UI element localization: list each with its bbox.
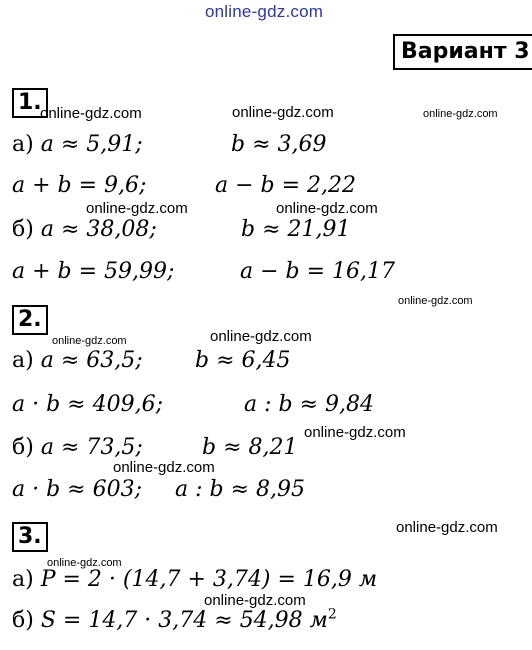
part-label: б) — [12, 435, 34, 460]
superscript: 2 — [327, 606, 337, 623]
formula: a − b = 2,22 — [215, 173, 357, 198]
watermark: online-gdz.com — [276, 200, 378, 217]
part-label: б) — [12, 217, 34, 242]
formula: a ≈ 5,91; — [40, 132, 143, 157]
formula: b ≈ 8,21 — [202, 435, 298, 460]
watermark: online-gdz.com — [113, 459, 215, 476]
watermark: online-gdz.com — [210, 328, 312, 345]
watermark: online-gdz.com — [52, 335, 127, 347]
watermark-top: online-gdz.com — [205, 2, 324, 21]
formula: P = 2 · (14,7 + 3,74) = 16,9 м — [40, 567, 378, 592]
part-label: а) — [12, 348, 34, 373]
part-label: а) — [12, 567, 34, 592]
watermark: online-gdz.com — [398, 295, 473, 307]
task1-a-line1 — [12, 131, 143, 159]
watermark: online-gdz.com — [232, 104, 334, 121]
formula: a : b ≈ 9,84 — [244, 392, 375, 417]
watermark: online-gdz.com — [40, 105, 142, 122]
watermark: online-gdz.com — [47, 557, 122, 569]
task-number-3: 3. — [12, 522, 48, 552]
formula: b ≈ 3,69 — [231, 132, 327, 157]
part-label: б) — [12, 608, 34, 633]
formula: a + b = 9,6; — [12, 173, 147, 198]
formula: b ≈ 6,45 — [195, 348, 291, 373]
task2-a-line1 — [12, 347, 143, 375]
watermark: online-gdz.com — [204, 592, 306, 609]
formula: a ≈ 63,5; — [40, 348, 143, 373]
formula: S = 14,7 · 3,74 ≈ 54,98 м — [40, 608, 328, 633]
watermark: online-gdz.com — [304, 424, 406, 441]
task-number-1: 1. — [12, 88, 48, 118]
part-label: а) — [12, 132, 34, 157]
formula: a : b ≈ 8,95 — [175, 477, 306, 502]
task1-b-line1 — [12, 216, 157, 244]
formula: a ≈ 38,08; — [40, 217, 157, 242]
watermark: online-gdz.com — [423, 108, 498, 120]
formula: a · b ≈ 603; — [12, 477, 143, 502]
variant-label: Вариант 3 — [393, 34, 532, 70]
task3-b — [12, 607, 337, 635]
task3-a — [12, 566, 377, 594]
task-number-2: 2. — [12, 305, 48, 335]
formula: a + b = 59,99; — [12, 259, 175, 284]
task2-b-line1 — [12, 434, 143, 462]
formula: a · b ≈ 409,6; — [12, 392, 163, 417]
formula: b ≈ 21,91 — [241, 217, 351, 242]
formula: a − b = 16,17 — [240, 259, 396, 284]
watermark: online-gdz.com — [396, 519, 498, 536]
watermark: online-gdz.com — [86, 200, 188, 217]
formula: a ≈ 73,5; — [40, 435, 143, 460]
